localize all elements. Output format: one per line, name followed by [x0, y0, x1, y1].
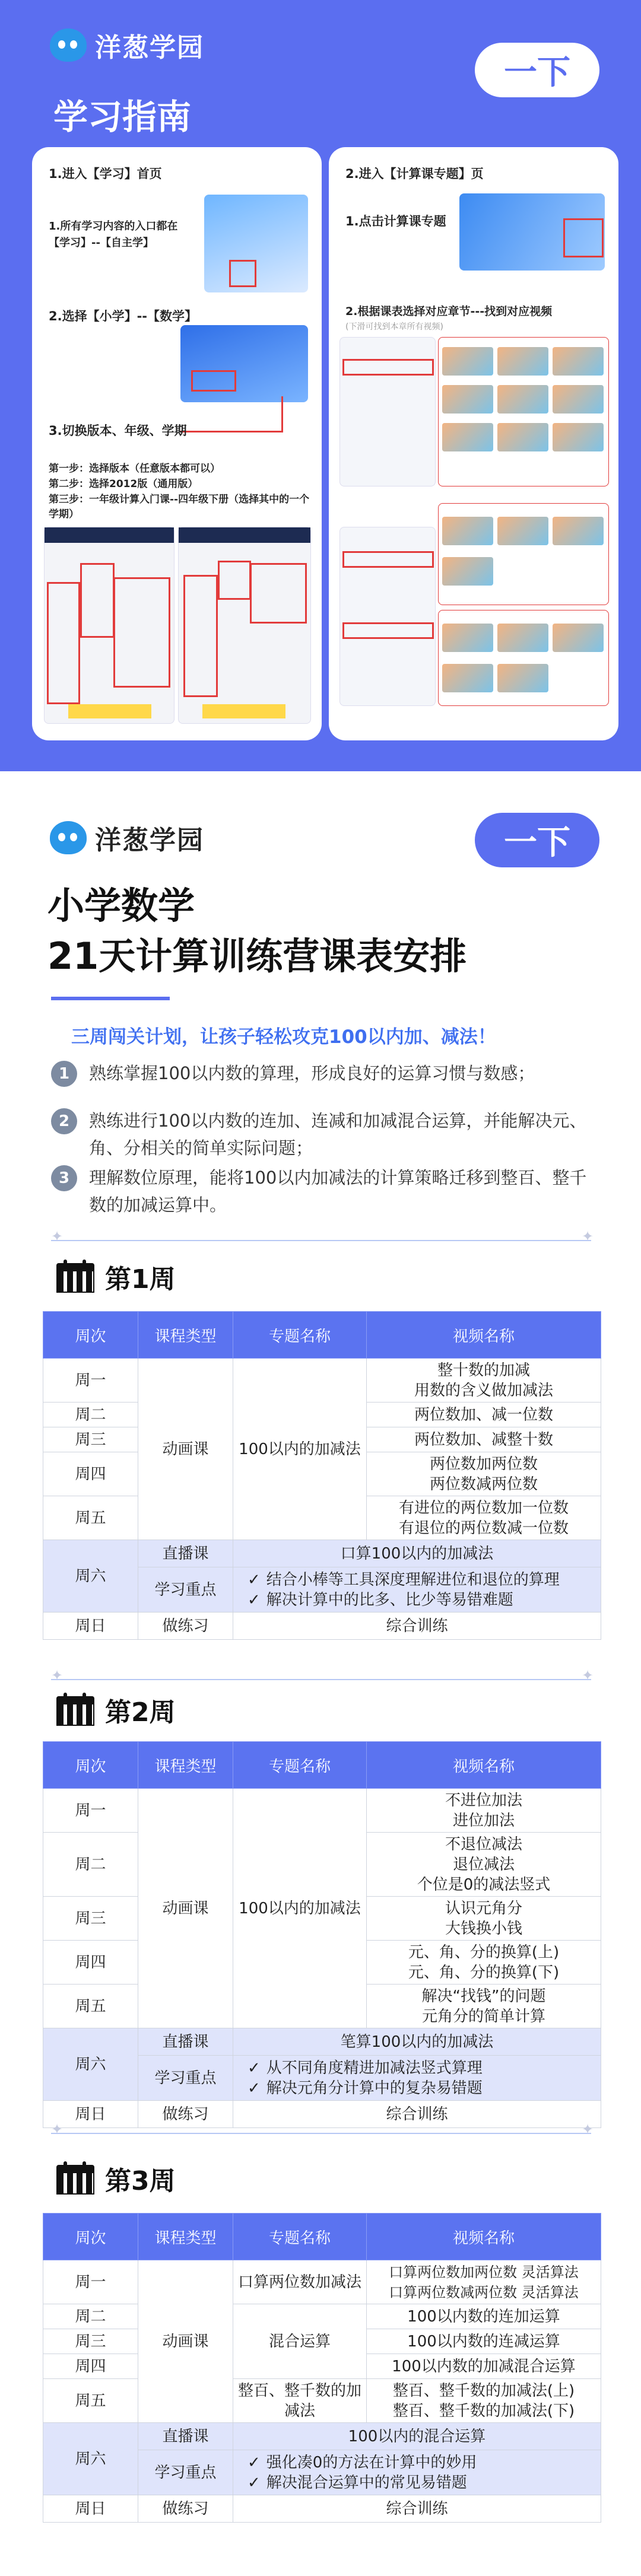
grade-badge: 一下 — [475, 43, 599, 97]
video-cell: 100以内数的加减混合运算 — [367, 2354, 601, 2379]
section-divider — [51, 1679, 591, 1680]
day-cell: 周三 — [43, 1427, 138, 1452]
video-cell: 不退位减法 退位减法 个位是0的减法竖式 — [367, 1833, 601, 1897]
table-row — [43, 1613, 601, 1640]
day-cell: 周日 — [43, 1613, 138, 1640]
calendar-icon — [56, 1260, 94, 1294]
key-label: 学习重点 — [138, 1567, 233, 1613]
day-cell: 周日 — [43, 2495, 138, 2523]
video-cell: 两位数加、减整十数 — [367, 1427, 601, 1452]
week1-title: 第1周 — [105, 1264, 176, 1295]
goal-text: 理解数位原理，能将100以内加减法的计算策略迁移到整百、整千数的加减运算中。 — [89, 1168, 587, 1215]
arrow-line — [180, 431, 283, 432]
day-cell: 周二 — [43, 1403, 138, 1427]
day-cell: 周二 — [43, 1833, 138, 1897]
week1-heading — [56, 1258, 176, 1296]
week2-title: 第2周 — [105, 1697, 176, 1728]
goal-text: 熟练进行100以内数的连加、连减和加减混合运算，并能解决元、角、分相关的简单实际问题； — [89, 1111, 587, 1158]
left-step-1a: 1.所有学习内容的入口都在【学习】--【自主学】 — [49, 220, 178, 249]
table-row — [43, 2495, 601, 2523]
day-cell: 周四 — [43, 1452, 138, 1496]
video-cell: 不进位加法 进位加法 — [367, 1789, 601, 1833]
day-cell: 周四 — [43, 2354, 138, 2379]
practice-label: 做练习 — [138, 2495, 233, 2523]
practice-cell: 综合训练 — [233, 2101, 601, 2128]
type-cell: 动画课 — [138, 2260, 233, 2423]
day-cell: 周五 — [43, 1985, 138, 2028]
goal-text: 熟练掌握100以内数的算理，形成良好的运算习惯与数感； — [89, 1063, 535, 1083]
sparkle-icon: ✦ — [582, 2121, 594, 2138]
type-cell: 动画课 — [138, 1359, 233, 1540]
goal-number: 2 — [51, 1108, 77, 1134]
day-cell: 周日 — [43, 2101, 138, 2128]
sparkle-icon: ✦ — [582, 1667, 594, 1684]
topic-cell: 混合运算 — [233, 2304, 367, 2379]
calendar-icon — [56, 1693, 94, 1727]
day-cell: 周五 — [43, 1496, 138, 1540]
col-video: 视频名称 — [367, 1742, 601, 1789]
highlight-box — [229, 260, 256, 287]
guide-card-right — [329, 147, 618, 740]
left-step-2: 2.选择【小学】--【数学】 — [49, 309, 198, 323]
video-cell: 认识元角分 大钱换小钱 — [367, 1897, 601, 1941]
key-points: ✓ 从不同角度精进加减法竖式算理 ✓ 解决元角分计算中的复杂易错题 — [233, 2056, 601, 2101]
video-cell: 口算两位数加两位数 灵活算法 口算两位数减两位数 灵活算法 — [367, 2260, 601, 2304]
plan-title-line2: 21天计算训练营课表安排 — [47, 934, 467, 978]
calendar-icon — [56, 2161, 94, 2196]
col-topic: 专题名称 — [233, 1742, 367, 1789]
right-step-2b: 2.根据课表选择对应章节---找到对应视频 — [345, 305, 553, 318]
table-row — [43, 2101, 601, 2128]
right-step-2a: 1.点击计算课专题 — [345, 214, 446, 228]
onion-mascot-icon — [50, 28, 87, 62]
table-row — [43, 1359, 601, 1403]
section-divider — [51, 1240, 591, 1241]
video-cell: 整百、整千数的加减法(上) 整百、整千数的加减法(下) — [367, 2379, 601, 2423]
day-cell: 周五 — [43, 2379, 138, 2423]
day-cell: 周六 — [43, 2028, 138, 2101]
col-video: 视频名称 — [367, 1312, 601, 1359]
video-cell: 100以内数的连减运算 — [367, 2329, 601, 2354]
key-label: 学习重点 — [138, 2450, 233, 2495]
brand-logo — [50, 26, 204, 64]
brand-logo-2 — [50, 819, 204, 857]
topic-cell: 100以内的加减法 — [233, 1789, 367, 2028]
day-cell: 周六 — [43, 1540, 138, 1613]
arrow-line — [281, 396, 283, 432]
video-cell: 有进位的两位数加一位数 有退位的两位数减一位数 — [367, 1496, 601, 1540]
col-type: 课程类型 — [138, 1742, 233, 1789]
video-grid-screenshot-2 — [438, 503, 609, 605]
col-topic: 专题名称 — [233, 2214, 367, 2260]
practice-cell: 综合训练 — [233, 1613, 601, 1640]
col-video: 视频名称 — [367, 2214, 601, 2260]
week1-table — [43, 1311, 601, 1640]
video-cell: 元、角、分的换算(上) 元、角、分的换算(下) — [367, 1941, 601, 1985]
live-cell: 口算100以内的加减法 — [233, 1540, 601, 1567]
title-underline — [51, 997, 170, 1000]
highlight-box — [563, 218, 604, 257]
col-day: 周次 — [43, 1742, 138, 1789]
video-cell: 100以内数的连加运算 — [367, 2304, 601, 2329]
right-step-2: 2.进入【计算课专题】页 — [345, 167, 484, 181]
video-cell: 两位数加、减一位数 — [367, 1403, 601, 1427]
goal-number: 1 — [51, 1061, 77, 1087]
week2-heading — [56, 1691, 176, 1729]
plan-tagline: 三周闯关计划，让孩子轻松攻克100以内加、减法！ — [71, 1026, 496, 1048]
col-type: 课程类型 — [138, 2214, 233, 2260]
chapter-list-screenshot-2 — [339, 527, 436, 706]
table-row — [43, 2379, 601, 2423]
left-substep-3: 第三步：一年级计算入门课--四年级下册（选择其中的一个学期） — [49, 494, 310, 520]
left-step-1: 1.进入【学习】首页 — [49, 167, 162, 181]
day-cell: 周四 — [43, 1941, 138, 1985]
video-cell: 解决“找钱”的问题 元角分的简单计算 — [367, 1985, 601, 2028]
week3-table — [43, 2213, 601, 2523]
right-step-note: (下滑可找到本章所有视频) — [345, 322, 443, 332]
video-grid-screenshot-3 — [438, 610, 609, 706]
table-row — [43, 2260, 601, 2304]
sparkle-icon: ✦ — [582, 1228, 594, 1245]
col-topic: 专题名称 — [233, 1312, 367, 1359]
video-grid-screenshot — [438, 337, 609, 486]
week3-title: 第3周 — [105, 2166, 176, 2196]
topic-cell: 口算两位数加减法 — [233, 2260, 367, 2304]
live-label: 直播课 — [138, 2028, 233, 2056]
live-label: 直播课 — [138, 2423, 233, 2450]
video-cell: 两位数加两位数 两位数减两位数 — [367, 1452, 601, 1496]
table-row — [43, 1789, 601, 1833]
day-cell: 周三 — [43, 1897, 138, 1941]
highlight-box — [191, 370, 236, 392]
day-cell: 周六 — [43, 2423, 138, 2495]
day-cell: 周三 — [43, 2329, 138, 2354]
table-row — [43, 2423, 601, 2450]
left-step-3: 3.切换版本、年级、学期 — [49, 424, 187, 438]
practice-cell: 综合训练 — [233, 2495, 601, 2523]
day-cell: 周一 — [43, 2260, 138, 2304]
brand-name-2: 洋葱学园 — [95, 825, 204, 856]
plan-title-line1: 小学数学 — [47, 884, 195, 927]
key-points: ✓ 强化凑0的方法在计算中的妙用 ✓ 解决混合运算中的常见易错题 — [233, 2450, 601, 2495]
practice-label: 做练习 — [138, 2101, 233, 2128]
live-label: 直播课 — [138, 1540, 233, 1567]
grade-badge-2: 一下 — [475, 813, 599, 867]
version-picker-screenshot — [44, 527, 174, 724]
guide-card-left — [32, 147, 322, 740]
key-points: ✓ 结合小棒等工具深度理解进位和退位的算理 ✓ 解决计算中的比多、比少等易错难题 — [233, 1567, 601, 1613]
live-cell: 笔算100以内的加减法 — [233, 2028, 601, 2056]
week3-heading — [56, 2160, 176, 2197]
section-divider — [51, 2133, 591, 2134]
day-cell: 周一 — [43, 1359, 138, 1403]
goal-number: 3 — [51, 1165, 77, 1191]
table-row — [43, 1540, 601, 1567]
sparkle-icon: ✦ — [51, 1667, 64, 1684]
col-type: 课程类型 — [138, 1312, 233, 1359]
left-substep-2: 第二步：选择2012版（通用版） — [49, 478, 198, 490]
key-label: 学习重点 — [138, 2056, 233, 2101]
week2-table — [43, 1741, 601, 2128]
sparkle-icon: ✦ — [51, 1228, 64, 1245]
grade-picker-screenshot — [178, 527, 311, 724]
table-row — [43, 2304, 601, 2329]
col-day: 周次 — [43, 1312, 138, 1359]
col-day: 周次 — [43, 2214, 138, 2260]
practice-label: 做练习 — [138, 1613, 233, 1640]
video-cell: 整十数的加减 用数的含义做加减法 — [367, 1359, 601, 1403]
day-cell: 周二 — [43, 2304, 138, 2329]
brand-name: 洋葱学园 — [95, 33, 204, 63]
sparkle-icon: ✦ — [51, 2121, 64, 2138]
live-cell: 100以内的混合运算 — [233, 2423, 601, 2450]
day-cell: 周一 — [43, 1789, 138, 1833]
topic-cell: 100以内的加减法 — [233, 1359, 367, 1540]
guide-title: 学习指南 — [53, 97, 192, 137]
left-substep-1: 第一步：选择版本（任意版本都可以） — [49, 463, 220, 475]
type-cell: 动画课 — [138, 1789, 233, 2028]
topic-cell: 整百、整千数的加减法 — [233, 2379, 367, 2423]
chapter-list-screenshot — [339, 337, 436, 486]
onion-mascot-icon — [50, 821, 87, 854]
table-row — [43, 2028, 601, 2056]
